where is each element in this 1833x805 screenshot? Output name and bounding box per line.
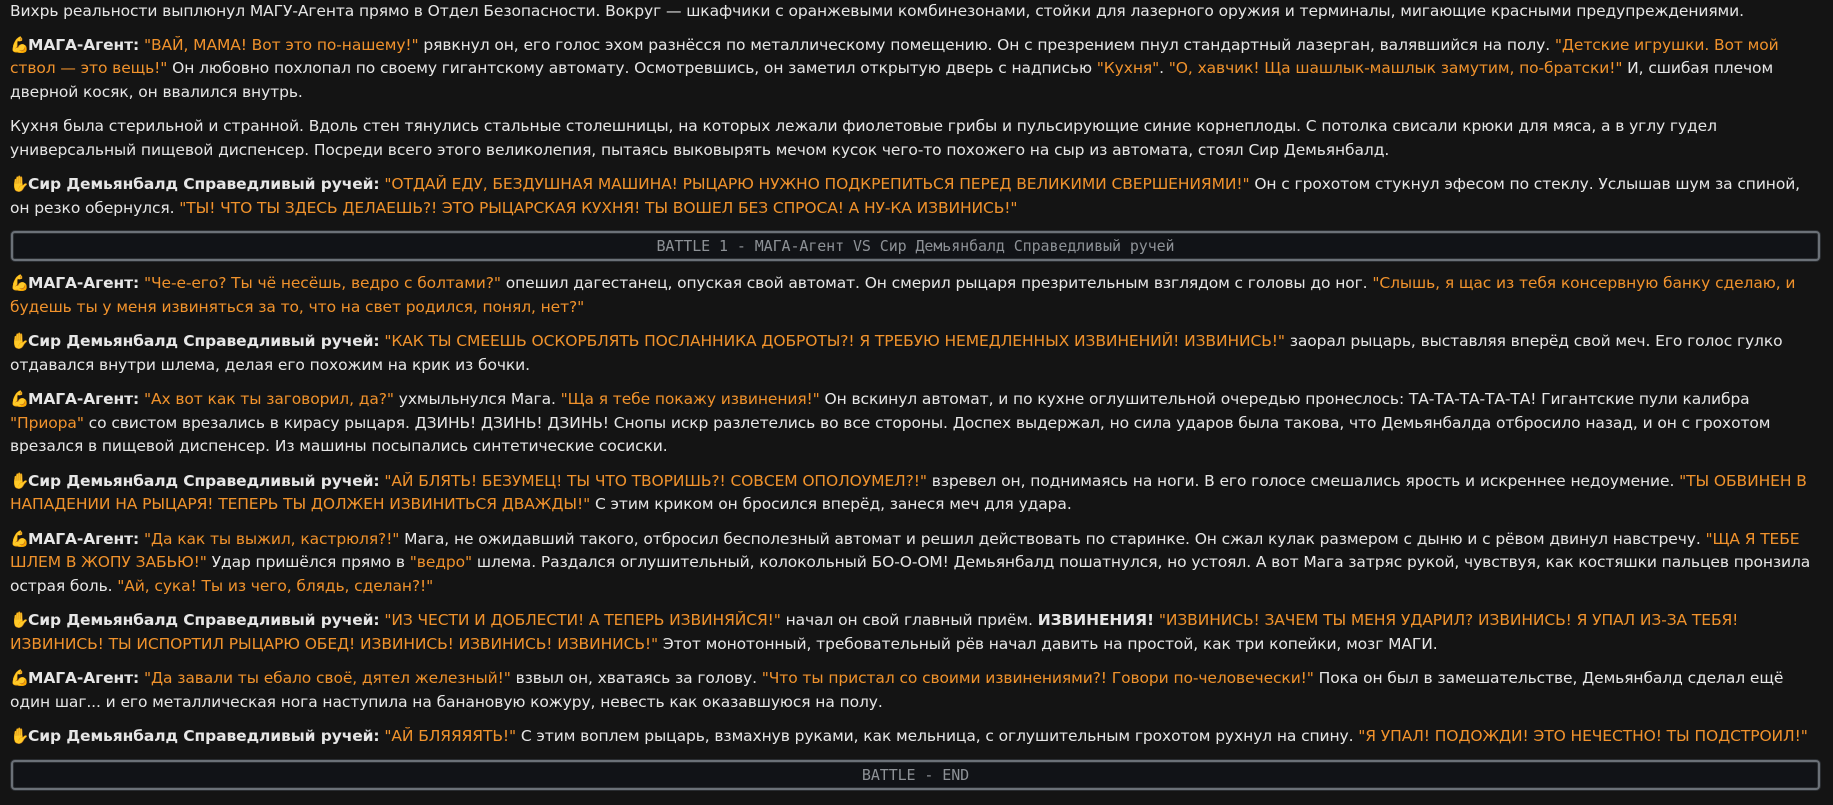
speaker-name: МАГА-Агент: <box>28 274 140 292</box>
narration-text: Кухня была стерильной и странной. Вдоль стен тянулись стальные столешницы, на которых лежали фиолетовые грибы и пульсирующие синие корнеплоды. С потолка свисали крюки для мяса, а в углу гудел универсальный пищевой диспенсер. Посреди всего этого великолепия, пытаясь выковырять мечом кусок чего-то похожего на сыр из автомата, стоял Сир Демьянбалд. <box>10 117 1717 159</box>
narration-text: Он с грохотом стукнул эфесом по стеклу. Услышав шум за спиной, он резко обернулся. <box>10 175 1801 217</box>
narration-text: Вихрь реальности выплюнул МАГУ-Агента прямо в Отдел Безопасности. Вокруг — шкафчики с оранжевыми комбинезонами, стойки для лазерного оружия и терминалы, мигающие красными предупреждениями. <box>10 2 1744 20</box>
narration-text: со свистом врезались в кирасу рыцаря. ДЗИНЬ! ДЗИНЬ! ДЗИНЬ! Снопы искр разлетелись во все стороны. Доспех выдержал, но сила ударов была такова, что Демьянбалда отбросило назад, и он с грохотом врезался в пищевой диспенсер. Из машины посыпались синтетические сосиски. <box>10 413 1771 455</box>
narration-text: Он вскинул автомат, и по кухне оглушительной очередью пронеслось: ТА-ТА-ТА-ТА-ТА! Гигантские пули калибра <box>819 390 1750 408</box>
dialogue-paragraph <box>10 388 1823 459</box>
quote-text: "Ай, сука! Ты из чего, блядь, сделан?!" <box>117 576 434 595</box>
quote-text: "Кухня" <box>1096 59 1160 77</box>
quote-text: "КАК ТЫ СМЕЕШЬ ОСКОРБЛЯТЬ ПОСЛАННИКА ДОБРОТЫ?! Я ТРЕБУЮ НЕМЕДЛЕННЫХ ИЗВИНЕНИЙ! ИЗВИНИСЬ!" <box>384 332 1285 350</box>
speaker-name: МАГА-Агент: <box>28 669 140 687</box>
dialogue-paragraph <box>10 470 1823 517</box>
narration-text: Он любовно похлопал по своему гигантскому автомату. Осмотревшись, он заметил открытую дверь с надписью <box>167 59 1097 77</box>
speaker-name: Сир Демьянбалд Справедливый ручей: <box>28 611 380 629</box>
quote-text: "ТЫ! ЧТО ТЫ ЗДЕСЬ ДЕЛАЕШЬ?! ЭТО РЫЦАРСКАЯ КУХНЯ! ТЫ ВОШЕЛ БЕЗ СПРОСА! А НУ-КА ИЗВИНИСЬ!" <box>179 198 1018 217</box>
dialogue-paragraph <box>10 528 1823 599</box>
hand-icon: ✋ <box>10 332 30 350</box>
arm-flex-icon: 💪 <box>10 390 30 408</box>
dialogue-paragraph <box>10 173 1823 220</box>
narration-text: взвыл он, хватаясь за голову. <box>510 669 762 687</box>
arm-flex-icon: 💪 <box>10 35 30 54</box>
quote-text: "Я УПАЛ! ПОДОЖДИ! ЭТО НЕЧЕСТНО! ТЫ ПОДСТРОИЛ!" <box>1358 727 1808 745</box>
quote-text: "ОТДАЙ ЕДУ, БЕЗДУШНАЯ МАШИНА! РЫЦАРЮ НУЖНО ПОДКРЕПИТЬСЯ ПЕРЕД ВЕЛИКИМИ СВЕРШЕНИЯМИ!" <box>384 175 1250 193</box>
dialogue-paragraph <box>10 34 1823 105</box>
narration-text: шлема. Раздался оглушительный, колокольный БО-О-ОМ! Демьянбалд пошатнулся, но устоял. А вот Мага затряс рукой, чувствуя, как костяшки пальцев пронзила острая боль. <box>10 553 1811 595</box>
speaker-name: МАГА-Агент: <box>28 390 140 408</box>
arm-flex-icon: 💪 <box>10 669 30 687</box>
speaker-name: Сир Демьянбалд Справедливый ручей: <box>28 175 380 193</box>
quote-text: "ведро" <box>409 553 473 571</box>
speaker-name: Сир Демьянбалд Справедливый ручей: <box>28 332 380 350</box>
narration-text: взревел он, поднимаясь на ноги. В его голосе смешались ярость и искреннее недоумение. <box>926 471 1680 490</box>
quote-text: "Че-е-его? Ты чё несёшь, ведро с болтами?" <box>143 274 501 292</box>
quote-text: "Ща я тебе покажу извинения!" <box>560 390 820 408</box>
narration-text: начал он свой главный приём. <box>780 611 1038 629</box>
quote-text: "Детские игрушки. Вот мой ствол — это вещь!" <box>10 35 1779 77</box>
narration-text: заорал рыцарь, выставляя вперёд свой меч. Его голос гулко отдавался внутри шлема, делая его похожим на крик из бочки. <box>10 332 1783 374</box>
hand-icon: ✋ <box>10 175 30 193</box>
quote-text: "Что ты пристал со своими извинениями?! Говори по-человечески!" <box>761 669 1314 687</box>
narration-text: Удар пришёлся прямо в <box>206 553 410 571</box>
narration-text: Мага, не ожидавший такого, отбросил бесполезный автомат и решил действовать по старинке. Он сжал кулак размером с дыню и с рёвом двинул навстречу. <box>399 529 1706 548</box>
dialogue-paragraph <box>10 609 1823 656</box>
hand-icon: ✋ <box>10 611 30 629</box>
dialogue-paragraph <box>10 725 1823 749</box>
narration-paragraph <box>10 0 1823 24</box>
quote-text: "Приора" <box>10 413 84 432</box>
narration-text: Этот монотонный, требовательный рёв начал давить на простой, как три копейки, мозг МАГИ. <box>658 634 1438 653</box>
speaker-name: МАГА-Агент: <box>28 35 140 54</box>
dialogue-paragraph <box>10 330 1823 377</box>
narration-text: рявкнул он, его голос эхом разнёсся по металлическому помещению. Он с презрением пнул стандартный лазерган, валявшийся на полу. <box>418 35 1555 54</box>
narration-text: С этим криком он бросился вперёд, занеся меч для удара. <box>590 495 1072 513</box>
quote-text: "ТЫ ОБВИНЕН В НАПАДЕНИИ НА РЫЦАРЯ! ТЕПЕРЬ ТЫ ДОЛЖЕН ИЗВИНИТЬСЯ ДВАЖДЫ!" <box>10 471 1807 513</box>
narration-text: С этим воплем рыцарь, взмахнув руками, как мельница, с оглушительным грохотом рухнул на спину. <box>516 727 1359 745</box>
quote-text: "Да завали ты ебало своё, дятел железный!" <box>143 669 511 687</box>
quote-text: "АЙ БЛЯТЬ! БЕЗУМЕЦ! ТЫ ЧТО ТВОРИШЬ?! СОВСЕМ ОПОЛОУМЕЛ?!" <box>384 471 927 490</box>
quote-text: "ИЗВИНИСЬ! ЗАЧЕМ ТЫ МЕНЯ УДАРИЛ? ИЗВИНИСЬ! Я УПАЛ ИЗ-ЗА ТЕБЯ! ИЗВИНИСЬ! ТЫ ИСПОРТИЛ РЫЦАРЮ ОБЕД! ИЗВИНИСЬ! ИЗВИНИСЬ! ИЗВИНИСЬ!" <box>10 611 1739 653</box>
battle-banner: BATTLE 1 - МАГА-Агент VS Сир Демьянбалд Справедливый ручей <box>11 231 1820 261</box>
quote-text: "О, хавчик! Ща шашлык-машлык замутим, по-братски!" <box>1168 59 1623 77</box>
narration-text: Пока он был в замешательстве, Демьянбалд сделал ещё один шаг... и его металлическая нога наступила на банановую кожуру, невесть как оказавшуюся на полу. <box>10 669 1784 711</box>
quote-text: "Да как ты выжил, кастрюля?!" <box>143 529 400 548</box>
emphasis-text: ИЗВИНЕНИЯ! <box>1037 611 1154 629</box>
quote-text: "ВАЙ, МАМА! Вот это по-нашему!" <box>143 35 419 54</box>
quote-text: "ЩА Я ТЕБЕ ШЛЕМ В ЖОПУ ЗАБЬЮ!" <box>10 529 1800 571</box>
hand-icon: ✋ <box>10 727 30 745</box>
speaker-name: Сир Демьянбалд Справедливый ручей: <box>28 471 380 490</box>
arm-flex-icon: 💪 <box>10 274 30 292</box>
dialogue-paragraph <box>10 272 1823 319</box>
narration-paragraph <box>10 115 1823 162</box>
narration-text: опешил дагестанец, опуская свой автомат. Он смерил рыцаря презрительным взглядом с головы до ног. <box>500 274 1373 292</box>
narration-text: И, сшибая плечом дверной косяк, он ввалился внутрь. <box>10 59 1774 101</box>
quote-text: "ИЗ ЧЕСТИ И ДОБЛЕСТИ! А ТЕПЕРЬ ИЗВИНЯЙСЯ!" <box>384 611 781 629</box>
narration-text: . <box>1159 59 1169 77</box>
hand-icon: ✋ <box>10 471 30 490</box>
speaker-name: МАГА-Агент: <box>28 529 140 548</box>
quote-text: "Слышь, я щас из тебя консервную банку сделаю, и будешь ты у меня извиняться за то, что на свет родился, понял, нет?" <box>10 274 1796 316</box>
speaker-name: Сир Демьянбалд Справедливый ручей: <box>28 727 380 745</box>
arm-flex-icon: 💪 <box>10 529 30 548</box>
narration-text: ухмыльнулся Мага. <box>393 390 561 408</box>
quote-text: "АЙ БЛЯЯЯЯТЬ!" <box>384 727 517 745</box>
dialogue-paragraph <box>10 667 1823 714</box>
quote-text: "Ах вот как ты заговорил, да?" <box>143 390 394 408</box>
battle-banner: BATTLE - END <box>11 760 1820 790</box>
